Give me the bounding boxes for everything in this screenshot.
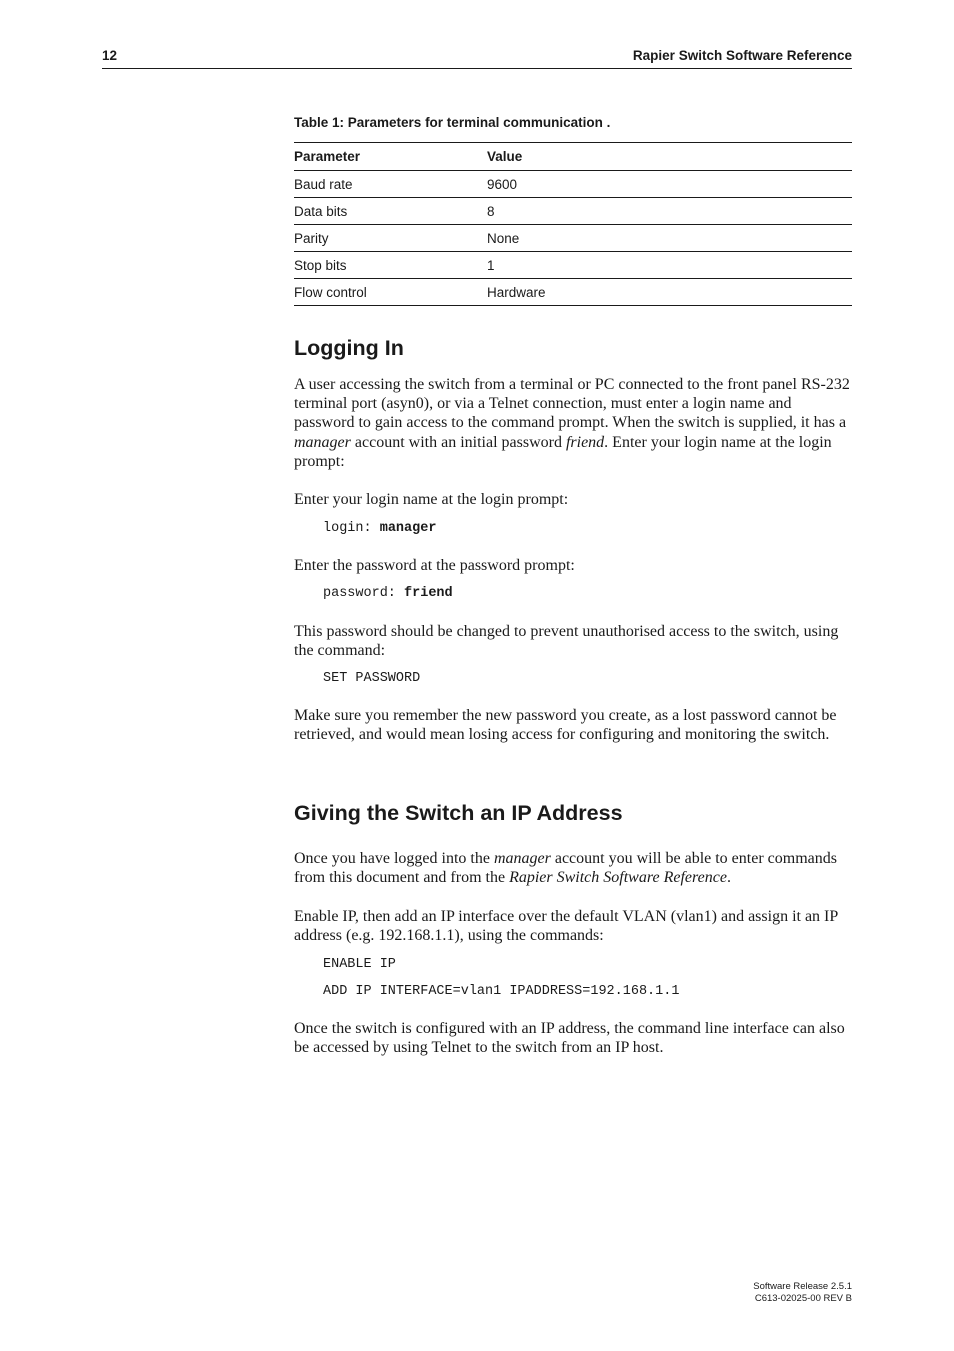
table-row [294,279,852,306]
table-header-row [294,143,852,171]
table-cell-parameter: Baud rate [294,171,487,198]
page-number: 12 [102,48,118,63]
login-instruction: Enter your login name at the login prompt: [294,491,569,508]
table-cell-value: 1 [487,252,852,279]
table-cell-value: None [487,225,852,252]
enable-ip-command: ENABLE IP [323,957,396,972]
section-heading-ip-address: Giving the Switch an IP Address [294,801,623,825]
login-command: login: manager [323,521,437,536]
logging-in-intro: A user accessing the switch from a terminal or PC connected to the front panel RS-232 terminal port (asyn0), or via a Telnet connection, must enter a login name and password to gain access to the command prompt. When the switch is supplied, it has a manager account with an initial password friend. Enter your login name at the login prompt: [294,376,850,470]
table-cell-value: 8 [487,198,852,225]
table-row [294,198,852,225]
table-cell-parameter: Parity [294,225,487,252]
column-header-parameter: Parameter [294,143,487,171]
change-password-note: This password should be changed to prevent unauthorised access to the switch, using the command: [294,623,839,660]
table-cell-parameter: Stop bits [294,252,487,279]
table-cell-value: Hardware [487,279,852,306]
add-ip-interface-command: ADD IP INTERFACE=vlan1 IPADDRESS=192.168.1.1 [323,984,680,999]
password-emphasis: friend [565,433,605,451]
set-password-command: SET PASSWORD [323,671,421,686]
password-command: password: friend [323,586,453,601]
terminal-parameters-table [294,142,852,306]
enable-ip-note: Enable IP, then add an IP interface over the default VLAN (vlan1) and assign it an IP address (e.g. 192.168.1.1), using the commands: [294,908,838,945]
running-title: Rapier Switch Software Reference [632,48,852,63]
reference-title-emphasis: Rapier Switch Software Reference [509,869,727,887]
page-header [102,46,852,69]
table-row [294,225,852,252]
table-cell-parameter: Data bits [294,198,487,225]
column-header-value: Value [487,143,852,171]
table-row [294,171,852,198]
software-release: Software Release 2.5.1 [753,1281,852,1292]
telnet-access-note: Once the switch is configured with an IP address, the command line interface can also be accessed by using Telnet to the switch from an IP host. [294,1020,845,1057]
manager-account-emphasis: manager [493,850,551,867]
table-caption: Table 1: Parameters for terminal communication . [294,115,611,130]
table-cell-parameter: Flow control [294,279,487,306]
ip-address-intro: Once you have logged into the manager account you will be able to enter commands from this document and from the Rapier Switch Software Reference. [294,850,837,887]
document-id: C613-02025-00 REV B [754,1292,852,1304]
manager-account-emphasis: manager [294,433,351,451]
table-row [294,252,852,279]
table-cell-value: 9600 [487,171,852,198]
remember-password-warning: Make sure you remember the new password you create, as a lost password cannot be retrieved, and would mean losing access for configuring and monitoring the switch. [294,707,837,744]
page-footer [753,1281,852,1304]
password-instruction: Enter the password at the password prompt: [294,557,575,574]
section-heading-logging-in: Logging In [294,336,404,360]
